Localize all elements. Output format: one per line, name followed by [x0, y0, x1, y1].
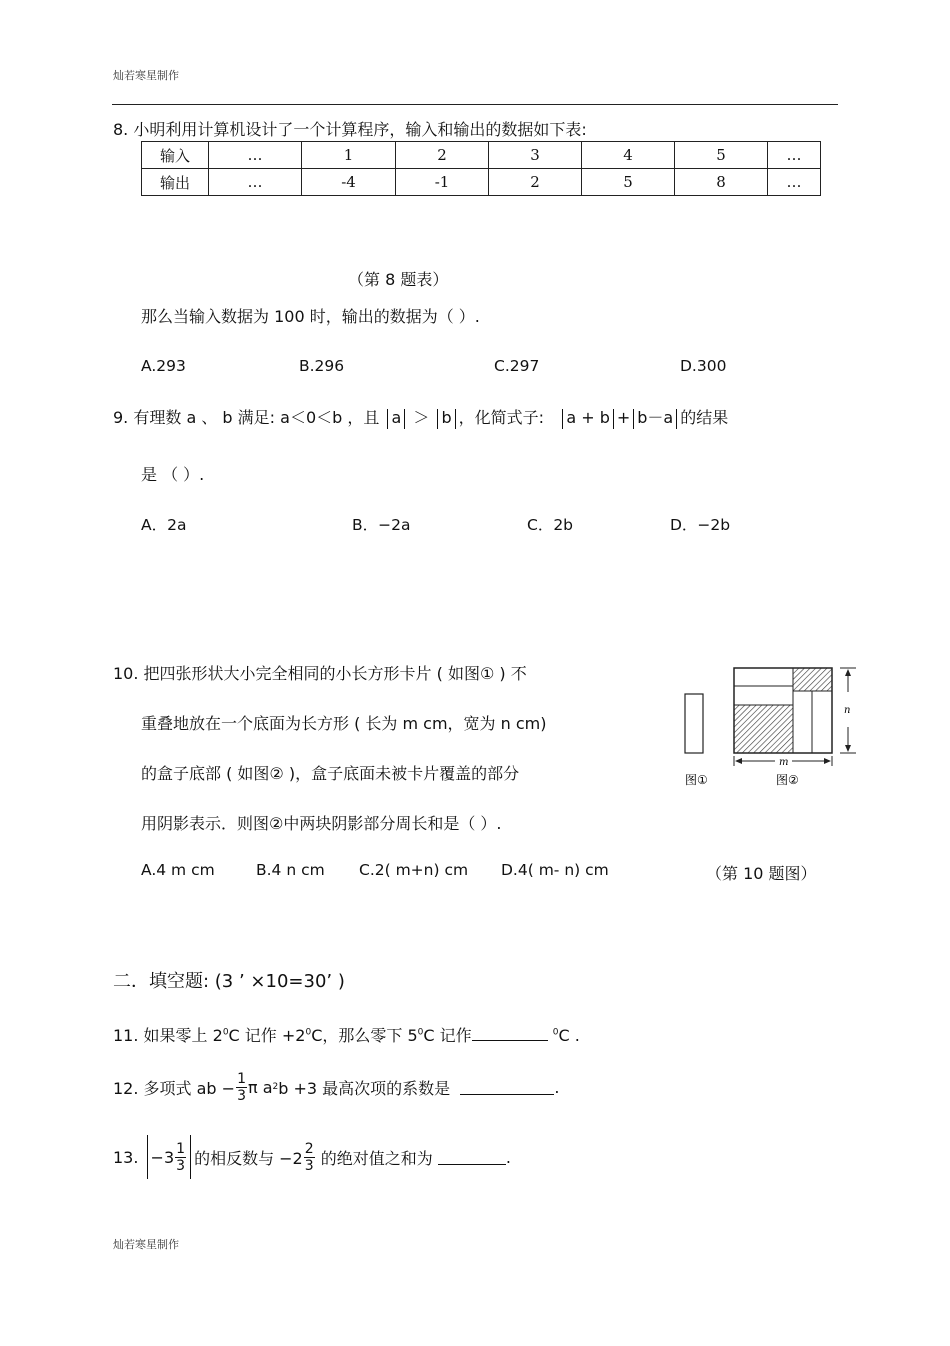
q13-part-d: 的绝对值之和为 [320, 1148, 433, 1168]
arrow-head-icon [845, 745, 851, 752]
table-row [142, 142, 821, 169]
fraction [175, 1142, 186, 1173]
exponent-sup: 2 [272, 1082, 279, 1092]
q9-option-c: C．2b [527, 516, 574, 534]
table-row [142, 169, 821, 196]
answer-blank[interactable] [438, 1150, 506, 1165]
q9-line2: 是 （ ）. [141, 465, 205, 484]
q10-line1: 10. 把四张形状大小完全相同的小长方形卡片 ( 如图① ) 不 [113, 664, 527, 683]
q9-plus: + [616, 408, 631, 427]
page-header: 灿若寒星制作 [113, 69, 179, 82]
q12-part-d: . [554, 1078, 560, 1097]
q10-option-a: A.4 m cm [141, 861, 215, 879]
degree-sup: 0 [417, 1027, 424, 1038]
table-cell: -1 [396, 169, 489, 196]
q8-table [141, 141, 821, 196]
q13-part-e: . [505, 1147, 511, 1167]
q9-gt: ＞ [413, 408, 430, 427]
q9-expr2: b－a [637, 408, 674, 427]
q8-text: 8. 小明利用计算机设计了一个计算程序，输入和输出的数据如下表: [113, 120, 587, 139]
q10-option-b: B.4 n cm [256, 861, 325, 879]
table-cell: 1 [302, 142, 396, 169]
shaded-region-right [793, 668, 832, 691]
arrow-head-icon [824, 758, 831, 764]
q11-part-c: C，那么零下 5 [311, 1026, 418, 1045]
table-cell: 输出 [142, 169, 209, 196]
table-cell: 4 [582, 142, 675, 169]
table-cell: 8 [675, 169, 768, 196]
q12-part-b: π a [248, 1078, 273, 1097]
abs-bar [147, 1135, 148, 1179]
q13-part-c: 的相反数与 −2 [194, 1148, 303, 1168]
q11-part-d: C 记作 [423, 1026, 472, 1045]
table-cell: -4 [302, 169, 396, 196]
q8-caption: （第 8 题表） [348, 270, 449, 289]
table-cell: … [209, 142, 302, 169]
q10-option-d: D.4( m- n) cm [501, 861, 609, 879]
n-label: n [844, 705, 851, 716]
q11-part-e: C . [558, 1026, 580, 1045]
table-cell: … [768, 169, 821, 196]
abs-bar [437, 409, 438, 429]
abs-bar [387, 409, 388, 429]
q10-figure [680, 662, 860, 792]
fraction [304, 1142, 315, 1173]
fraction-denominator: 3 [176, 1157, 186, 1174]
abs-bar [676, 409, 677, 429]
table-cell: 3 [489, 142, 582, 169]
q9-option-a: A．2a [141, 516, 187, 534]
section2-title: 二．填空题: (3 ’ ×10=30’ ) [113, 971, 345, 992]
abs-bar [613, 409, 614, 429]
fraction-numerator: 1 [237, 1071, 246, 1087]
q10-option-c: C.2( m+n) cm [359, 861, 469, 879]
degree-sup: 0 [552, 1027, 559, 1038]
q8-question: 那么当输入数据为 100 时，输出的数据为（ ）. [141, 307, 480, 326]
fraction-numerator: 2 [304, 1140, 314, 1157]
q9-option-b: B．−2a [352, 516, 411, 534]
q10-line4: 用阴影表示．则图②中两块阴影部分周长和是（ ）. [141, 814, 502, 833]
q9-prefix: 9. 有理数 a 、 b 满足: a＜0＜b ，且 [113, 408, 380, 427]
table-cell: … [209, 169, 302, 196]
fig1-label: 图① [685, 773, 708, 787]
q9-mid: ，化简式子: [458, 408, 545, 427]
q10-caption: （第 10 题图） [706, 864, 817, 883]
q12-part-c: b +3 最高次项的系数是 [278, 1079, 451, 1098]
q10-line3: 的盒子底部 ( 如图② )，盒子底面未被卡片覆盖的部分 [141, 764, 520, 783]
q10-line2: 重叠地放在一个底面为长方形 ( 长为 m cm，宽为 n cm) [141, 714, 547, 733]
page-footer: 灿若寒星制作 [113, 1238, 179, 1251]
q11-text [113, 1023, 580, 1046]
q12-text [113, 1072, 559, 1103]
shaded-region-left [734, 705, 793, 753]
abs-bar [404, 409, 405, 429]
card-rect [685, 694, 703, 753]
q13-text [113, 1135, 511, 1179]
fraction-numerator: 1 [176, 1140, 186, 1157]
q8-option-a: A.293 [141, 357, 186, 375]
q12-part-a: 12. 多项式 ab − [113, 1079, 236, 1098]
table-cell: 2 [396, 142, 489, 169]
q9-expr1: a + b [566, 408, 610, 427]
abs-bar [633, 409, 634, 429]
arrow-head-icon [735, 758, 742, 764]
q11-part-b: C 记作 +2 [228, 1026, 306, 1045]
arrow-head-icon [845, 669, 851, 676]
q9-abs-b: b [441, 408, 452, 427]
q9-text [113, 405, 728, 429]
table-cell: 5 [582, 169, 675, 196]
table-cell: 2 [489, 169, 582, 196]
q9-option-d: D．−2b [670, 516, 731, 534]
table-cell: 5 [675, 142, 768, 169]
q8-option-b: B.296 [299, 357, 345, 375]
answer-blank[interactable] [472, 1026, 548, 1041]
q9-abs-a: a [391, 408, 402, 427]
fraction-denominator: 3 [304, 1157, 314, 1174]
q13-part-a: 13. [113, 1147, 139, 1167]
fraction [236, 1072, 247, 1103]
m-label: m [779, 757, 789, 768]
q11-part-a: 11. 如果零上 2 [113, 1026, 223, 1045]
header-rule [112, 104, 838, 105]
fig2-label: 图② [776, 773, 799, 787]
degree-sup: 0 [222, 1027, 229, 1038]
q8-option-d: D.300 [680, 357, 727, 375]
answer-blank[interactable] [460, 1080, 554, 1095]
q9-suffix: 的结果 [680, 408, 729, 427]
abs-bar [562, 409, 563, 429]
fraction-denominator: 3 [237, 1088, 246, 1104]
abs-bar [455, 409, 456, 429]
abs-bar [190, 1135, 191, 1179]
q8-option-c: C.297 [494, 357, 540, 375]
degree-sup: 0 [305, 1027, 312, 1038]
table-cell: … [768, 142, 821, 169]
q13-part-b: −3 [150, 1147, 175, 1167]
table-cell: 输入 [142, 142, 209, 169]
